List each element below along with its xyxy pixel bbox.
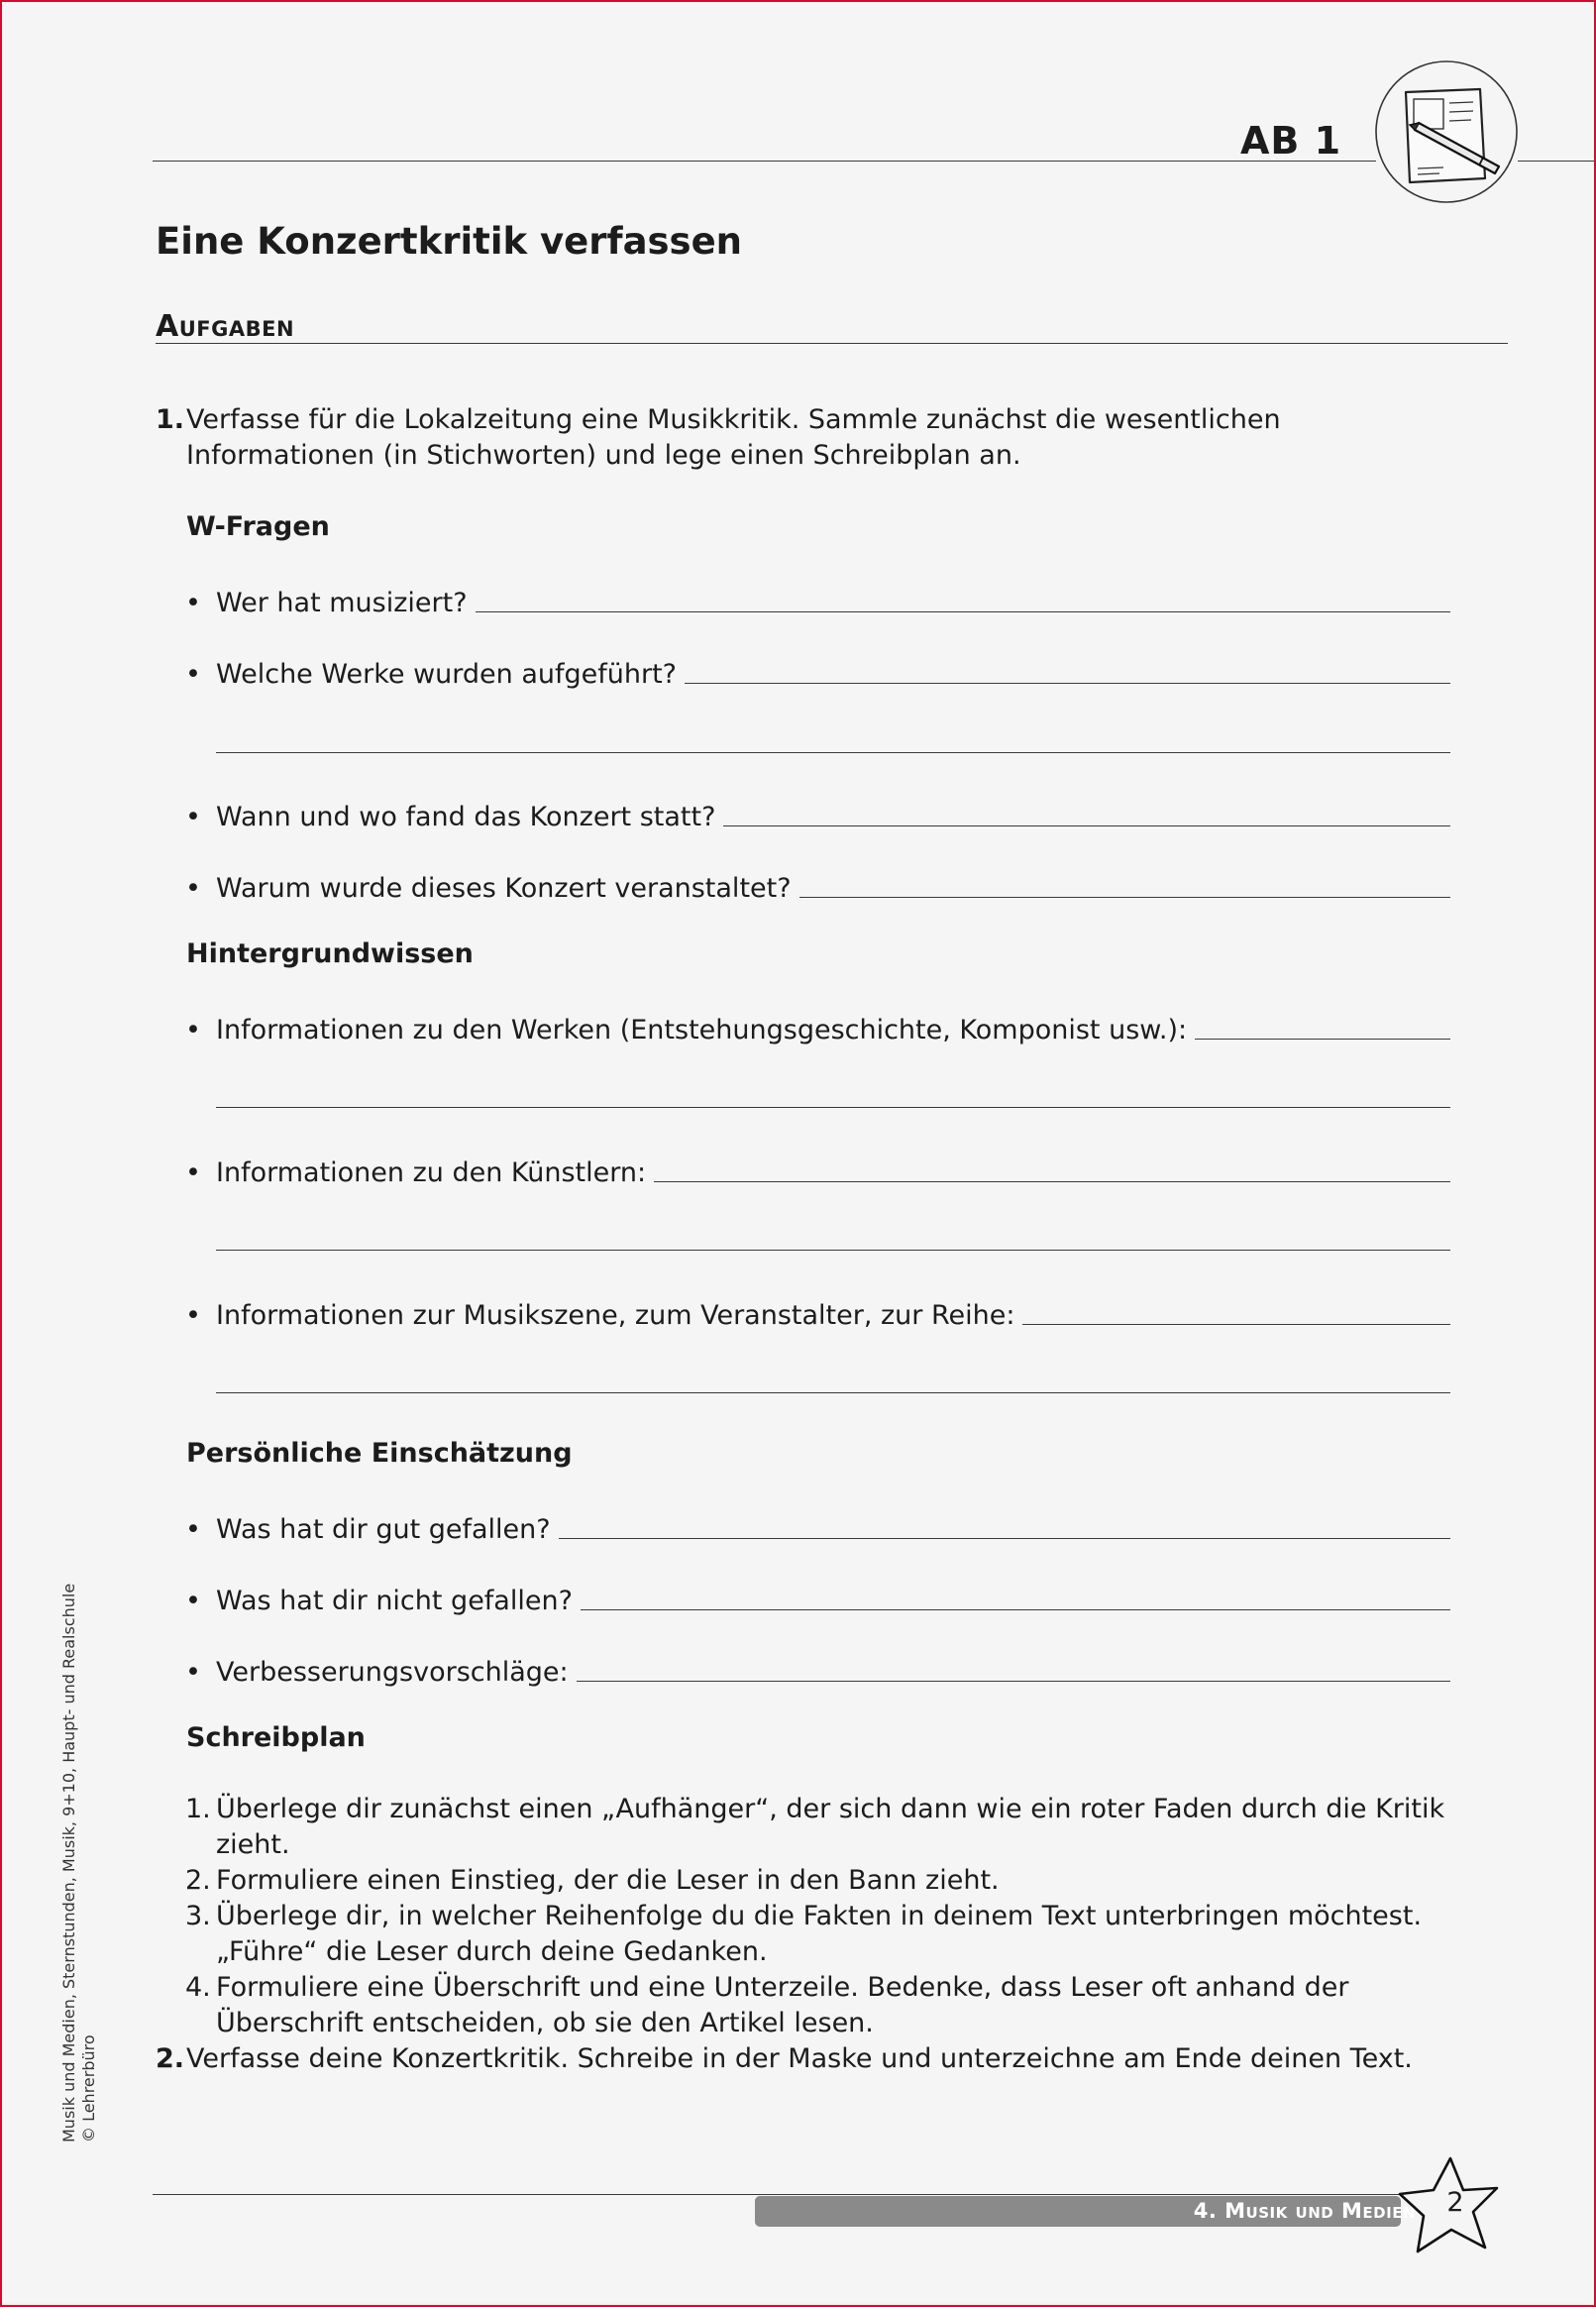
list-item xyxy=(185,1792,1453,1863)
answer-line-continuation[interactable] xyxy=(216,1392,1450,1393)
w-fragen-heading: W-Fragen xyxy=(186,511,330,542)
worksheet-pen-icon xyxy=(1374,59,1519,204)
question-row xyxy=(185,793,1450,832)
question-label: Informationen zu den Werken (Entstehungsgeschichte, Komponist usw.): xyxy=(216,1015,1188,1045)
footer-rule xyxy=(153,2194,1399,2195)
hintergrund-heading: Hintergrundwissen xyxy=(186,938,474,969)
list-item-text: Formuliere eine Überschrift und eine Unterzeile. Bedenke, dass Leser oft anhand der Überschrift entscheiden, ob sie den Artikel lesen. xyxy=(216,1972,1349,2038)
task-2-text: Verfasse deine Konzertkritik. Schreibe in der Maske und unterzeichne am Ende deinen Text. xyxy=(186,2043,1413,2074)
answer-line[interactable] xyxy=(685,683,1450,684)
question-label: Was hat dir nicht gefallen? xyxy=(216,1586,573,1616)
question-label: Informationen zur Musikszene, zum Veranstalter, zur Reihe: xyxy=(216,1300,1015,1331)
bullet-icon: • xyxy=(185,802,201,832)
question-row xyxy=(185,1149,1450,1188)
question-label: Verbesserungsvorschläge: xyxy=(216,1657,569,1688)
task-2-number: 2. xyxy=(156,2043,185,2074)
schreibplan-list xyxy=(185,1792,1453,2041)
list-item-number: 2. xyxy=(185,1865,211,1896)
bullet-icon: • xyxy=(185,1157,201,1188)
bullet-icon: • xyxy=(185,659,201,690)
list-item xyxy=(185,1970,1453,2041)
sheet-label: AB 1 xyxy=(1240,119,1342,163)
task-1 xyxy=(156,402,1453,474)
section-heading: Aufgaben xyxy=(156,309,295,344)
answer-line[interactable] xyxy=(654,1181,1450,1182)
question-row xyxy=(185,1505,1450,1545)
question-label: Informationen zu den Künstlern: xyxy=(216,1157,647,1188)
question-label: Wer hat musiziert? xyxy=(216,588,468,618)
question-row xyxy=(185,650,1450,690)
list-item-text: Formuliere einen Einstieg, der die Leser in den Bann zieht. xyxy=(216,1865,1000,1896)
answer-line[interactable] xyxy=(1195,1039,1450,1040)
question-row xyxy=(185,1291,1450,1331)
answer-line[interactable] xyxy=(723,825,1450,826)
bullet-icon: • xyxy=(185,588,201,618)
einschaetzung-heading: Persönliche Einschätzung xyxy=(186,1438,573,1469)
answer-line[interactable] xyxy=(1022,1324,1450,1325)
page-number: 2 xyxy=(1446,2187,1464,2218)
question-row xyxy=(185,1006,1450,1045)
answer-line[interactable] xyxy=(476,611,1450,612)
header-rule-right xyxy=(1518,161,1596,162)
question-row xyxy=(185,1648,1450,1688)
answer-line[interactable] xyxy=(577,1681,1450,1682)
task-2 xyxy=(156,2041,1453,2077)
answer-line-continuation[interactable] xyxy=(216,1250,1450,1251)
source-line: Musik und Medien, Sternstunden, Musik, 9+10, Haupt- und Realschule xyxy=(59,1583,78,2142)
answer-line[interactable] xyxy=(581,1609,1450,1610)
bullet-icon: • xyxy=(185,1300,201,1331)
answer-line[interactable] xyxy=(799,897,1450,898)
list-item xyxy=(185,1863,1453,1899)
question-label: Wann und wo fand das Konzert statt? xyxy=(216,802,716,832)
list-item xyxy=(185,1899,1453,1970)
answer-line-continuation[interactable] xyxy=(216,752,1450,753)
list-item-number: 1. xyxy=(185,1794,211,1824)
page-title: Eine Konzertkritik verfassen xyxy=(156,220,743,263)
bullet-icon: • xyxy=(185,873,201,904)
list-item-text: Überlege dir, in welcher Reihenfolge du die Fakten in deinem Text unterbringen möchtest. „Führe“ die Leser durch deine Gedanken. xyxy=(216,1901,1423,1967)
question-label: Was hat dir gut gefallen? xyxy=(216,1514,551,1545)
source-credit xyxy=(59,1584,99,2142)
task-1-text: Verfasse für die Lokalzeitung eine Musikkritik. Sammle zunächst die wesentlichen Informationen (in Stichworten) und lege einen Schreibplan an. xyxy=(186,404,1281,471)
task-1-number: 1. xyxy=(156,404,185,435)
question-label: Welche Werke wurden aufgeführt? xyxy=(216,659,677,690)
answer-line[interactable] xyxy=(559,1538,1450,1539)
section-rule xyxy=(156,343,1508,344)
question-row xyxy=(185,1577,1450,1616)
schreibplan-heading: Schreibplan xyxy=(186,1722,366,1753)
footer-section-label: 4. Musik und Medien xyxy=(1193,2199,1416,2223)
bullet-icon: • xyxy=(185,1586,201,1616)
question-row xyxy=(185,579,1450,618)
header-rule xyxy=(153,161,1376,162)
question-label: Warum wurde dieses Konzert veranstaltet? xyxy=(216,873,792,904)
copyright-line: © Lehrerbüro xyxy=(79,2034,98,2142)
bullet-icon: • xyxy=(185,1015,201,1045)
bullet-icon: • xyxy=(185,1514,201,1545)
list-item-number: 4. xyxy=(185,1972,211,2003)
question-row xyxy=(185,864,1450,904)
list-item-text: Überlege dir zunächst einen „Aufhänger“, der sich dann wie ein roter Faden durch die Kritik zieht. xyxy=(216,1794,1445,1860)
list-item-number: 3. xyxy=(185,1901,211,1931)
bullet-icon: • xyxy=(185,1657,201,1688)
answer-line-continuation[interactable] xyxy=(216,1107,1450,1108)
